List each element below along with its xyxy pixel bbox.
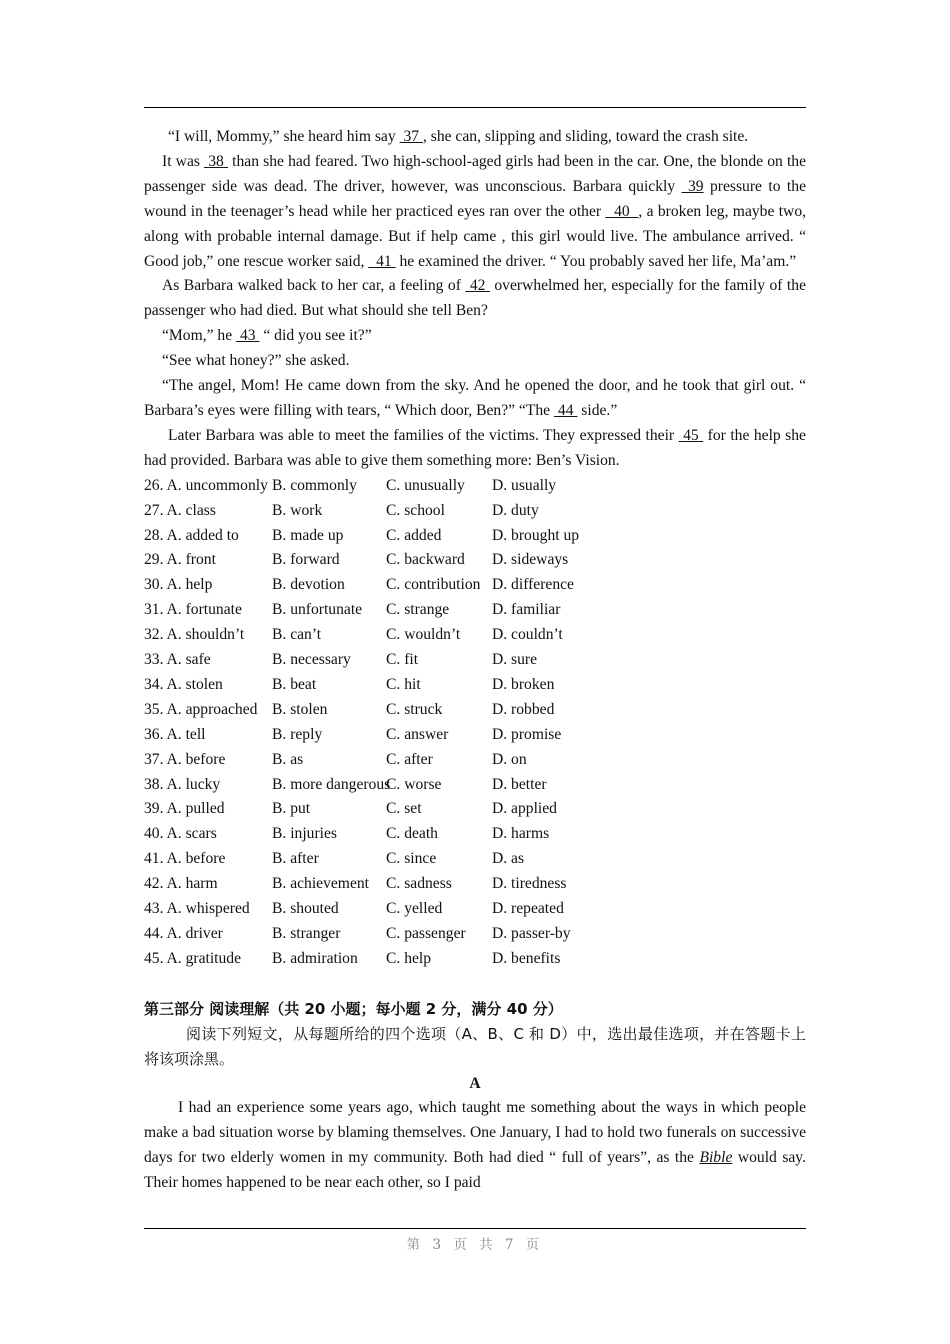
option-a: 36. A. tell [144,725,206,743]
option-c: C. added [386,526,442,544]
option-a: 28. A. added to [144,526,239,544]
option-b: B. admiration [272,949,358,967]
option-c: C. school [386,501,445,519]
option-b: B. shouted [272,900,339,918]
blank-39: 39 [688,177,704,195]
option-c: C. struck [386,700,443,718]
option-b: B. stranger [272,925,341,942]
option-d: D. promise [492,725,562,743]
option-b: B. forward [272,551,340,569]
option-b: B. commonly [272,476,357,494]
option-b: B. made up [272,526,344,544]
option-a: 45. A. gratitude [144,949,242,967]
option-b: B. devotion [272,576,345,594]
option-b: B. necessary [272,651,351,669]
option-c: C. since [386,850,437,868]
option-c: C. fit [386,651,419,669]
option-c: C. answer [386,725,449,743]
option-c: C. set [386,800,422,818]
option-row [144,524,806,549]
option-d: D. repeated [492,900,564,918]
option-a: 38. A. lucky [144,775,221,793]
option-c: C. backward [386,551,465,569]
option-row [144,673,806,698]
header-rule [144,107,806,108]
option-b: B. work [272,501,323,519]
page-content [144,125,806,1196]
option-d: D. benefits [492,949,561,967]
page-footer: 第 3 页 共 7 页 [406,1237,544,1253]
option-b: B. more dangerous [272,775,391,793]
option-c: C. after [386,750,433,768]
option-d: D. brought up [492,526,580,544]
option-d: D. familiar [492,601,561,619]
blank-41: 41 [376,252,392,270]
option-a: 35. A. approached [144,700,258,718]
section-heading: 第三部分 阅读理解（共 20 小题；每小题 2 分，满分 40 分） [144,999,563,1018]
blank-44: 44 [557,401,574,419]
option-row [144,947,806,972]
option-d: D. broken [492,675,555,693]
paragraph-2: It was 38 than she had feared. Two high-school-aged girls had been in the car. One, the blonde on the passenger side was dead. The driver, however, was unconscious. Barbara quickly 39 pressure to the wound in the teenager’s head while her practiced eyes ran over the other 40 , a broken leg, maybe two, along with probable internal damage. But if help came , this girl would live. The ambulance arrived. “ Good job,” one rescue worker said, 41 he examined the driver. “ You probably saved her life, Ma’am.” [144,152,807,270]
paragraph-1: “I will, Mommy,” she heard him say 37 , she can, slipping and sliding, toward the crash site. [168,128,749,145]
blank-45: 45 [683,426,699,444]
option-row [144,474,806,499]
blank-40: 40 [614,202,630,220]
bible-word: Bible [699,1149,733,1167]
option-c: C. strange [386,601,450,619]
option-c: C. sadness [386,875,452,893]
option-b: B. stolen [272,700,328,718]
option-b: B. as [272,750,304,768]
option-d: D. applied [492,800,557,818]
option-d: D. tiredness [492,875,567,893]
option-row [144,922,806,947]
option-d: D. usually [492,476,557,494]
paragraph-5: “See what honey?” she asked. [162,352,350,370]
blank-38: 38 [208,152,224,170]
option-row [144,623,806,648]
option-c: C. contribution [386,576,481,594]
option-row [144,499,806,524]
option-b: B. achievement [272,875,369,893]
paragraph-4: “Mom,” he 43 “ did you see it?” [162,327,372,345]
option-a: 42. A. harm [144,875,218,893]
option-a: 34. A. stolen [144,675,223,693]
section-instruction: 阅读下列短文，从每题所给的四个选项（A、B、C 和 D）中，选出最佳选项，并在答题卡上将该项涂黑。 [144,1024,806,1068]
footer-rule [144,1228,806,1229]
option-d: D. duty [492,501,539,519]
option-b: B. reply [272,725,323,743]
option-d: D. harms [492,825,550,843]
option-b: B. after [272,850,319,868]
option-a: 27. A. class [144,501,216,519]
option-a: 44. A. driver [144,925,223,942]
option-row [144,648,806,673]
option-b: B. unfortunate [272,601,363,619]
option-b: B. beat [272,675,317,693]
option-a: 31. A. fortunate [144,601,242,619]
option-a: 32. A. shouldn’t [144,626,245,644]
option-d: D. as [492,850,525,868]
paragraph-6: “The angel, Mom! He came down from the sky. And he opened the door, and he took that girl out. “ Barbara’s eyes were filling with tears, “ Which door, Ben?” “The 44 side.” [144,377,806,419]
option-d: D. on [492,750,527,768]
option-c: C. wouldn’t [386,626,461,644]
option-row [144,698,806,723]
option-b: B. put [272,800,311,818]
option-a: 39. A. pulled [144,800,225,818]
paragraph-3: As Barbara walked back to her car, a feeling of 42 overwhelmed her, especially for the family of the passenger who had died. But what should she tell Ben? [144,277,806,320]
paragraph-7: Later Barbara was able to meet the families of the victims. They expressed their 45 for the help she had provided. Barbara was able to give them something more: Ben’s Vision. [144,426,806,469]
option-d: D. robbed [492,700,555,718]
option-a: 26. A. uncommonly [144,476,268,494]
option-c: C. help [386,949,432,967]
blank-43: 43 [239,327,256,345]
option-c: C. hit [386,675,421,693]
option-d: D. passer-by [492,925,571,942]
option-a: 33. A. safe [144,651,211,669]
option-row [144,797,806,822]
option-d: D. difference [492,576,574,594]
option-a: 41. A. before [144,850,226,868]
option-row [144,723,806,748]
passage-a-text: I had an experience some years ago, which taught me something about the ways in which people make a bad situation worse by blaming themselves. One January, I had to hold two funerals on successive days for two elderly women in my community. Both had died “ full of years”, as the Bible would say. Their homes happened to be near each other, so I paid [144,1099,806,1192]
option-b: B. injuries [272,825,337,843]
option-a: 29. A. front [144,551,216,569]
option-row [144,598,806,623]
option-a: 43. A. whispered [144,900,250,918]
option-d: D. sideways [492,551,569,569]
option-a: 40. A. scars [144,825,217,843]
option-c: C. death [386,825,438,843]
option-c: C. yelled [386,900,443,918]
option-row [144,573,806,598]
option-c: C. passenger [386,925,466,942]
blank-42: 42 [469,277,486,295]
option-d: D. better [492,775,547,793]
option-row [144,897,806,922]
option-row [144,872,806,897]
option-c: C. unusually [386,476,465,494]
option-b: B. can’t [272,626,322,644]
option-d: D. sure [492,651,538,669]
option-a: 37. A. before [144,750,226,768]
option-row [144,822,806,847]
blank-37: 37 [403,128,420,145]
answer-options [144,474,806,972]
option-row [144,548,806,573]
option-row [144,847,806,872]
option-row [144,773,806,798]
passage-label: A [469,1074,481,1092]
option-row [144,748,806,773]
option-a: 30. A. help [144,576,213,594]
option-c: C. worse [386,775,442,793]
option-d: D. couldn’t [492,626,563,644]
